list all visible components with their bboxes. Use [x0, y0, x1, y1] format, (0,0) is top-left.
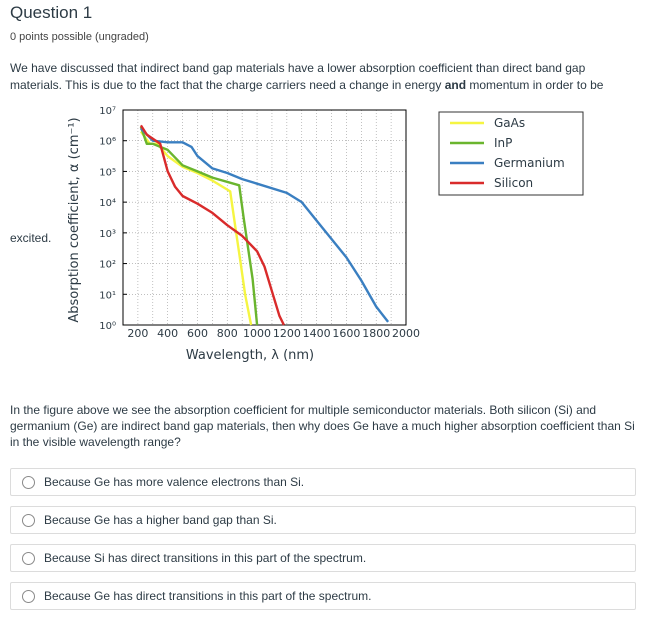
answer-option-1[interactable]	[10, 468, 636, 496]
radio-button-4[interactable]	[22, 590, 35, 603]
legend-label-silicon: Silicon	[494, 176, 534, 190]
answer-label-4: Because Ge has direct transitions in this part of the spectrum.	[44, 589, 372, 603]
y-tick-label: 10²	[99, 259, 116, 271]
radio-button-2[interactable]	[22, 514, 35, 527]
answer-option-4[interactable]	[10, 582, 636, 610]
x-tick-label: 1000	[243, 327, 272, 340]
x-tick-label: 1400	[302, 327, 331, 340]
question-text-continued: excited.	[10, 231, 52, 245]
y-tick-label: 10⁰	[99, 321, 116, 332]
chart-series	[141, 125, 388, 325]
question-title: Question 1	[10, 3, 93, 22]
question-text-bold: and	[444, 78, 467, 92]
y-tick-label: 10⁴	[99, 198, 116, 210]
absorption-chart	[60, 100, 600, 375]
y-tick-label: 10⁵	[99, 167, 116, 179]
series-line-gaas	[141, 132, 251, 326]
x-tick-label: 400	[157, 327, 179, 340]
question-text-part2: momentum in order to be	[466, 78, 604, 92]
legend-label-germanium: Germanium	[494, 156, 565, 170]
x-axis-label: Wavelength, λ (nm)	[185, 348, 315, 363]
chart-legend	[439, 112, 583, 195]
x-tick-label: 1800	[362, 327, 391, 340]
legend-label-inp: InP	[494, 136, 513, 150]
x-tick-label: 1600	[332, 327, 361, 340]
question-prompt: In the figure above we see the absorption coefficient for multiple semiconductor materials. Both silicon (Si) and germanium (Ge) are indirect band gap materials, then why does Ge have a much higher absorption coefficient than Si in the visible wavelength range?	[10, 403, 635, 449]
answer-label-3: Because Si has direct transitions in this part of the spectrum.	[44, 551, 367, 565]
x-tick-label: 800	[216, 327, 238, 340]
series-line-germanium	[141, 128, 388, 322]
answer-option-2[interactable]	[10, 506, 636, 534]
y-tick-label: 10¹	[99, 290, 116, 302]
y-tick-label: 10³	[99, 228, 116, 240]
y-axis-label: Absorption coefficient, α (cm⁻¹)	[67, 117, 82, 323]
question-text-part1: We have discussed that indirect band gap materials have a lower absorption coefficient than direct band gap materials. This is due to the fact that the charge carriers need a change in energy	[10, 61, 586, 92]
x-tick-label: 600	[186, 327, 208, 340]
x-tick-label: 1200	[272, 327, 301, 340]
x-tick-label: 2000	[392, 327, 420, 340]
legend-label-gaas: GaAs	[494, 116, 526, 130]
answer-option-3[interactable]	[10, 544, 636, 572]
answer-label-2: Because Ge has a higher band gap than Si.	[44, 513, 277, 527]
radio-button-3[interactable]	[22, 552, 35, 565]
y-tick-label: 10⁷	[99, 106, 116, 117]
x-tick-label: 200	[127, 327, 149, 340]
question-text	[10, 60, 635, 94]
radio-button-1[interactable]	[22, 476, 35, 489]
question-points: 0 points possible (ungraded)	[10, 31, 149, 43]
y-tick-label: 10⁶	[99, 136, 116, 148]
answer-label-1: Because Ge has more valence electrons than Si.	[44, 475, 305, 489]
